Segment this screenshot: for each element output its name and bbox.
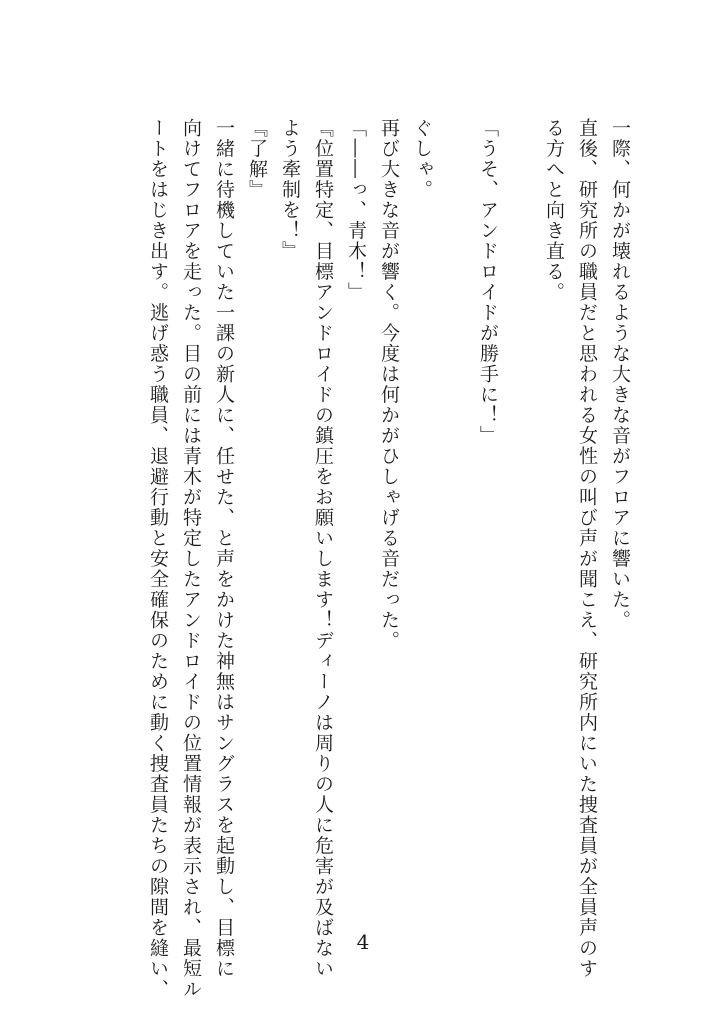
- text-line: 『了解』: [246, 118, 268, 200]
- text-line: 「――っ、青木！」: [345, 118, 367, 303]
- text-line: る方へと向き直る。: [543, 118, 565, 303]
- text-line: 『位置特定、目標アンドロイドの鎮圧をお願いします！ディーノは周りの人に危害が及ばない: [312, 118, 334, 979]
- text-line: 向けてフロアを走った。目の前には青木が特定したアンドロイドの位置情報が表示され、最短ル: [180, 118, 202, 1000]
- text-line: よう牽制を！』: [279, 118, 301, 262]
- text-line: ートをはじき出す。逃げ惑う職員、退避行動と安全確保のために動く捜査員たちの隙間を縫い、: [147, 118, 169, 1000]
- text-line: 再び大きな音が響く。今度は何かがひしゃげる音だった。: [378, 118, 400, 651]
- page-number: 4: [356, 930, 370, 954]
- text-line: ぐしゃ。: [411, 118, 433, 200]
- blank-line: [438, 118, 471, 948]
- text-line: 一際、何かが壊れるような大きな音がフロアに響いた。: [609, 118, 631, 631]
- blank-line: [504, 118, 537, 948]
- text-line: 一緒に待機していた一課の新人に、任せた、と声をかけた神無はサングラスを起動し、目標に: [213, 118, 235, 979]
- text-line: 直後、研究所の職員だと思われる女性の叫び声が聞こえ、研究所内にいた捜査員が全員声のす: [576, 118, 598, 979]
- text-line: 「うそ、アンドロイドが勝手に！」: [477, 118, 499, 446]
- vertical-text-body: [141, 118, 636, 1000]
